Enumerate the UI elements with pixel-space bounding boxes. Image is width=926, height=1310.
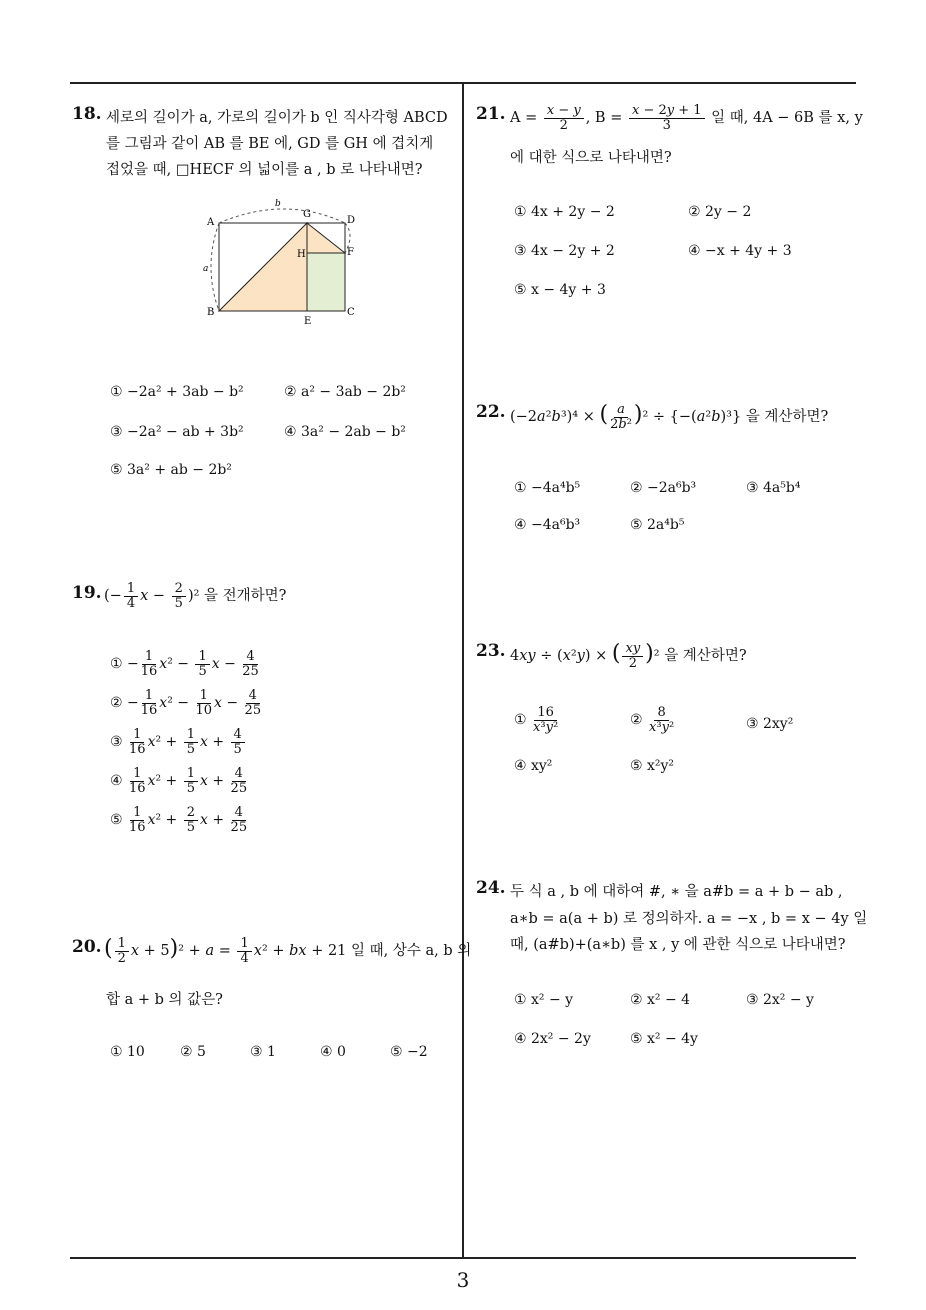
q23-option-5[interactable]: ⑤ x²y² — [630, 758, 675, 774]
q24-line3: 때, (a#b)+(a∗b) 를 x , y 에 관한 식으로 나타내면? — [510, 937, 846, 953]
q24-option-4[interactable]: ④ 2x² − 2y — [514, 1031, 591, 1047]
q22-option-3[interactable]: ③ 4a⁵b⁴ — [746, 480, 801, 496]
q18-line2: 를 그림과 같이 AB 를 BE 에, GD 를 GH 에 겹치게 — [106, 136, 434, 152]
q21-number: 21. — [476, 104, 506, 124]
q22-option-4[interactable]: ④ −4a⁶b³ — [514, 517, 581, 533]
q18-figure — [195, 195, 375, 330]
fig-label-C: C — [347, 307, 355, 318]
q18-option-4[interactable]: ④ 3a² − 2ab − b² — [284, 424, 406, 440]
q19-option-4[interactable]: ④ $\frac{1}{16}$ x² + $\frac{1}{5}$ x + $\frac{4}{25}$ — [110, 766, 248, 796]
q24-option-5[interactable]: ⑤ x² − 4y — [630, 1031, 698, 1047]
q23-stem: 4xy ÷ (x²y) × ( $\frac{xy}{2}$ )² 을 계산하면? — [510, 640, 747, 671]
q22-number: 22. — [476, 402, 506, 422]
q24-option-3[interactable]: ③ 2x² − y — [746, 992, 814, 1008]
q21-option-3[interactable]: ③ 4x − 2y + 2 — [514, 243, 615, 259]
q22-option-5[interactable]: ⑤ 2a⁴b⁵ — [630, 517, 685, 533]
bottom-rule — [70, 1257, 856, 1259]
q22-option-1[interactable]: ① −4a⁴b⁵ — [514, 480, 581, 496]
q19-option-2[interactable]: ② − $\frac{1}{16}$ x² − $\frac{1}{10}$ x − $\frac{4}{25}$ — [110, 688, 262, 718]
q19-stem: (− $\frac{1}{4}$ x − $\frac{2}{5}$ )² 을 전개하면? — [104, 581, 287, 611]
q19-option-5[interactable]: ⑤ $\frac{1}{16}$ x² + $\frac{2}{5}$ x + $\frac{4}{25}$ — [110, 805, 248, 835]
q20-option-2[interactable]: ② 5 — [180, 1044, 206, 1060]
q20-stem: ( $\frac{1}{2}$ x + 5)² + a = $\frac{1}{4}$ x² + bx + 21 일 때, 상수 a, b 의 — [104, 935, 472, 966]
q20-line2: 합 a + b 의 값은? — [106, 992, 223, 1008]
q18-option-5[interactable]: ⑤ 3a² + ab − 2b² — [110, 462, 232, 478]
q24-line1: 두 식 a , b 에 대하여 #, ∗ 을 a#b = a + b − ab , — [510, 884, 843, 900]
fig-label-D: D — [347, 215, 356, 226]
q20-option-3[interactable]: ③ 1 — [250, 1044, 276, 1060]
q24-option-1[interactable]: ① x² − y — [514, 992, 574, 1008]
q24-line2: a∗b = a(a + b) 로 정의하자. a = −x , b = x − 4y 일 — [510, 911, 868, 927]
q18-line3: 접었을 때, □HECF 의 넓이를 a , b 로 나타내면? — [106, 162, 423, 178]
q19-option-1[interactable]: ① − $\frac{1}{16}$ x² − $\frac{1}{5}$ x − $\frac{4}{25}$ — [110, 649, 259, 679]
fig-label-a: a — [203, 264, 209, 274]
q19-stem-suffix: 을 전개하면? — [204, 588, 287, 605]
fig-label-H: H — [297, 249, 306, 260]
fig-label-E: E — [304, 316, 312, 327]
q19-number: 19. — [72, 583, 102, 603]
q23-option-1[interactable]: ① $\frac{16}{\text{x³y²}}$ — [514, 705, 559, 735]
q23-option-4[interactable]: ④ xy² — [514, 758, 553, 774]
q22-option-2[interactable]: ② −2a⁶b³ — [630, 480, 697, 496]
q21-option-4[interactable]: ④ −x + 4y + 3 — [688, 243, 792, 259]
q20-number: 20. — [72, 937, 102, 957]
page-number: 3 — [456, 1268, 470, 1292]
q22-stem: (−2a²b³)⁴ × ( $\frac{a}{\text{2b²}}$ )² ÷ {−(a²b)³} 을 계산하면? — [510, 401, 829, 432]
q20-option-4[interactable]: ④ 0 — [320, 1044, 346, 1060]
q19-option-3[interactable]: ③ $\frac{1}{16}$ x² + $\frac{1}{5}$ x + $\frac{4}{5}$ — [110, 728, 247, 756]
q23-option-2[interactable]: ② $\frac{8}{\text{x³y²}}$ — [630, 705, 675, 735]
q21-option-1[interactable]: ① 4x + 2y − 2 — [514, 204, 615, 220]
column-divider — [462, 82, 464, 1258]
fig-label-b: b — [275, 199, 281, 209]
q18-number: 18. — [72, 104, 102, 124]
q18-option-2[interactable]: ② a² − 3ab − 2b² — [284, 384, 406, 400]
q18-option-1[interactable]: ① −2a² + 3ab − b² — [110, 384, 244, 400]
q18-line1: 세로의 길이가 a, 가로의 길이가 b 인 직사각형 ABCD — [106, 110, 448, 126]
fig-label-A: A — [207, 217, 215, 228]
fig-label-B: B — [207, 307, 215, 318]
q20-option-5[interactable]: ⑤ −2 — [390, 1044, 428, 1060]
q21-option-5[interactable]: ⑤ x − 4y + 3 — [514, 282, 606, 298]
q21-option-2[interactable]: ② 2y − 2 — [688, 204, 752, 220]
q21-stem: A = $\frac{x - y}{2}$ , B = $\frac{x - 2y + 1}{3}$ 일 때, 4A − 6B 를 x, y — [510, 103, 863, 133]
fig-label-G: G — [303, 209, 311, 220]
q20-option-1[interactable]: ① 10 — [110, 1044, 145, 1060]
q18-option-3[interactable]: ③ −2a² − ab + 3b² — [110, 424, 244, 440]
q23-number: 23. — [476, 641, 506, 661]
q23-option-3[interactable]: ③ 2xy² — [746, 716, 794, 732]
q21-line2: 에 대한 식으로 나타내면? — [510, 150, 672, 166]
q24-number: 24. — [476, 878, 506, 898]
fig-label-F: F — [347, 247, 354, 258]
q24-option-2[interactable]: ② x² − 4 — [630, 992, 691, 1008]
